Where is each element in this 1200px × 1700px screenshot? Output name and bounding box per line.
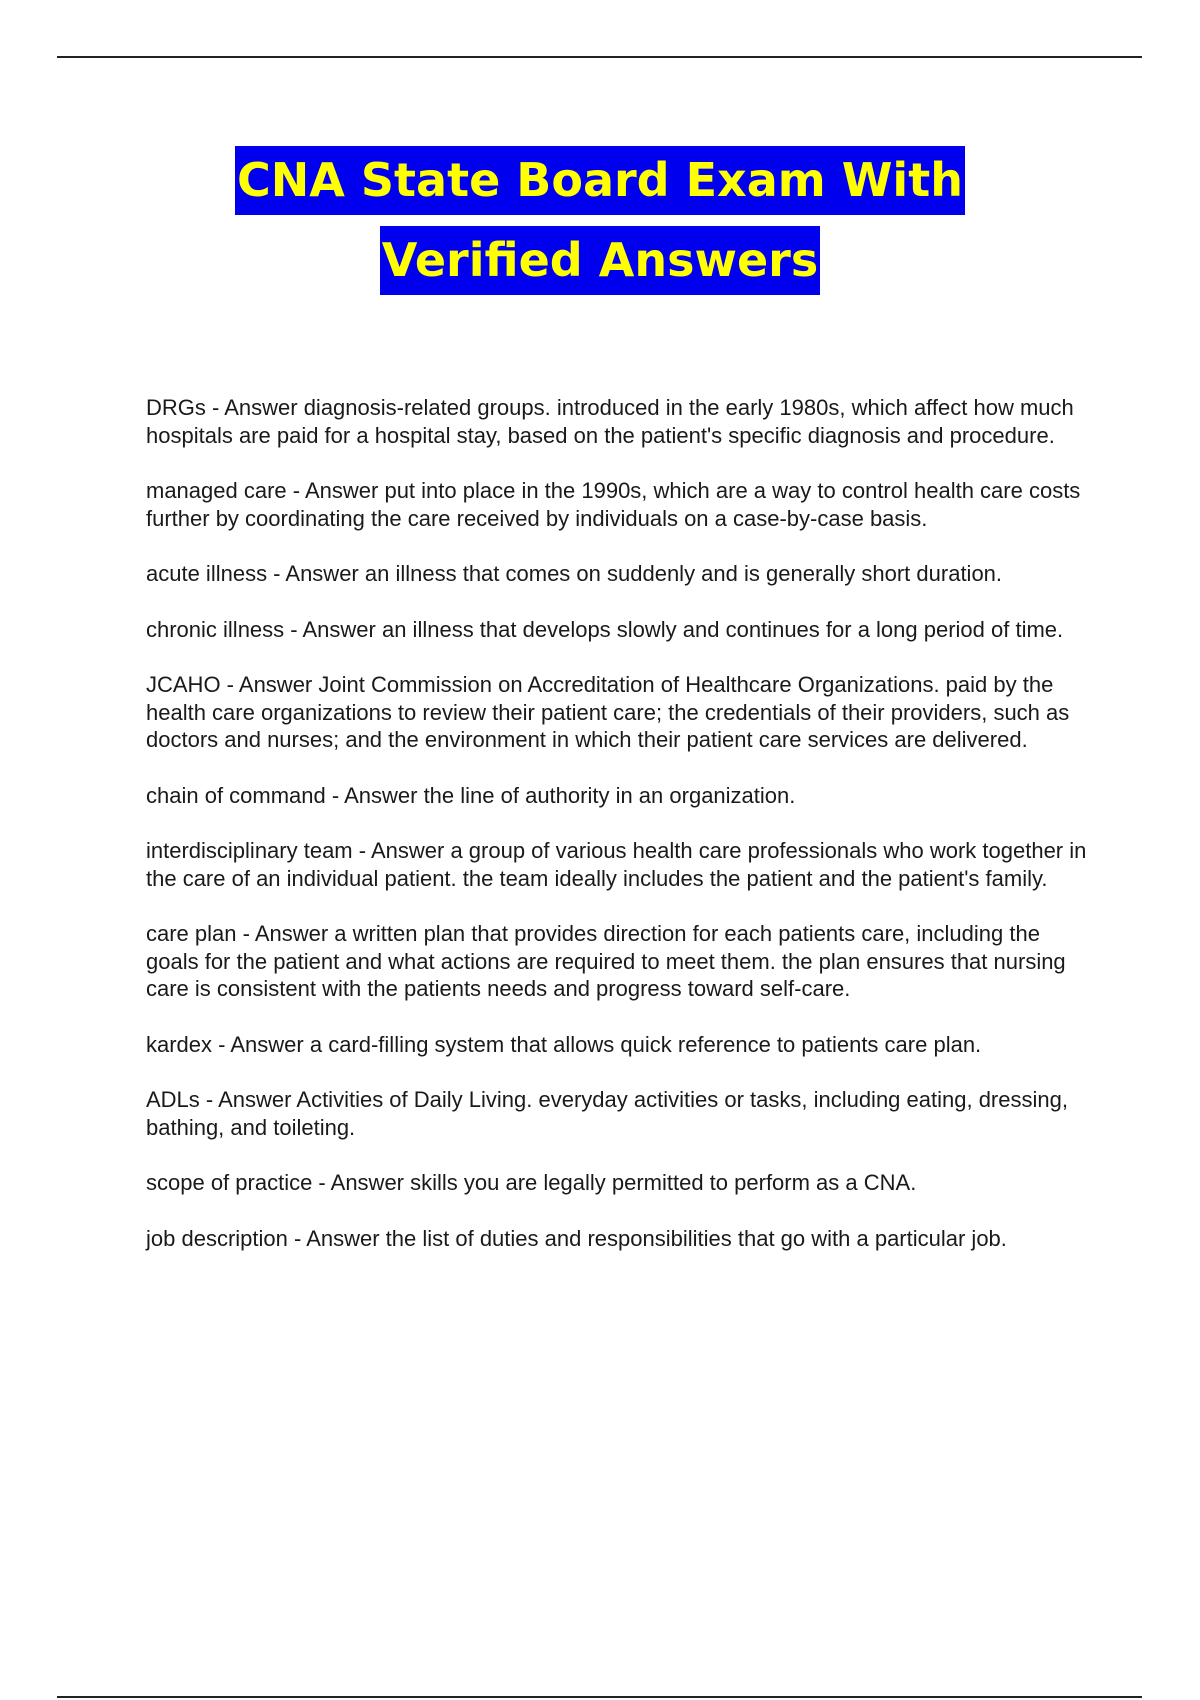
- entry-managed-care: managed care - Answer put into place in the 1990s, which are a way to control health care costs further by coordinating the care received by individuals on a case-by-case basis.: [146, 478, 1081, 531]
- entry-adls: ADLs - Answer Activities of Daily Living. everyday activities or tasks, including eating, dressing, bathing, and toileting.: [146, 1087, 1068, 1140]
- definition-list: [146, 394, 1091, 1280]
- entry-care-plan: care plan - Answer a written plan that provides direction for each patients care, including the goals for the patient and what actions are required to meet them. the plan ensures that nursing care is consistent with the patients needs and progress toward self-care.: [146, 921, 1066, 1001]
- bottom-divider: [57, 1696, 1142, 1698]
- entry-interdisciplinary-team: interdisciplinary team - Answer a group of various health care professionals who work together in the care of an individual patient. the team ideally includes the patient and the patient's family.: [146, 838, 1087, 891]
- entry-jcaho: JCAHO - Answer Joint Commission on Accreditation of Healthcare Organizations. paid by the health care organizations to review their patient care; the credentials of their providers, such as doctors and nurses; and the environment in which their patient care services are delivered.: [146, 672, 1070, 752]
- page-title: [0, 146, 1200, 306]
- entry-drgs: DRGs - Answer diagnosis-related groups. introduced in the early 1980s, which affect how much hospitals are paid for a hospital stay, based on the patient's specific diagnosis and procedure.: [146, 395, 1074, 448]
- entry-chain-of-command: chain of command - Answer the line of authority in an organization.: [146, 782, 796, 808]
- entry-chronic-illness: chronic illness - Answer an illness that develops slowly and continues for a long period of time.: [146, 616, 1064, 642]
- entry-job-description: job description - Answer the list of duties and responsibilities that go with a particular job.: [146, 1225, 1007, 1251]
- entry-scope-of-practice: scope of practice - Answer skills you are legally permitted to perform as a CNA.: [146, 1170, 917, 1195]
- title-line-1: CNA State Board Exam With: [235, 146, 965, 215]
- top-divider: [57, 56, 1142, 58]
- entry-kardex: kardex - Answer a card-filling system that allows quick reference to patients care plan.: [146, 1031, 982, 1057]
- title-line-2: Verified Answers: [380, 226, 820, 295]
- entry-acute-illness: acute illness - Answer an illness that comes on suddenly and is generally short duration.: [146, 561, 1003, 586]
